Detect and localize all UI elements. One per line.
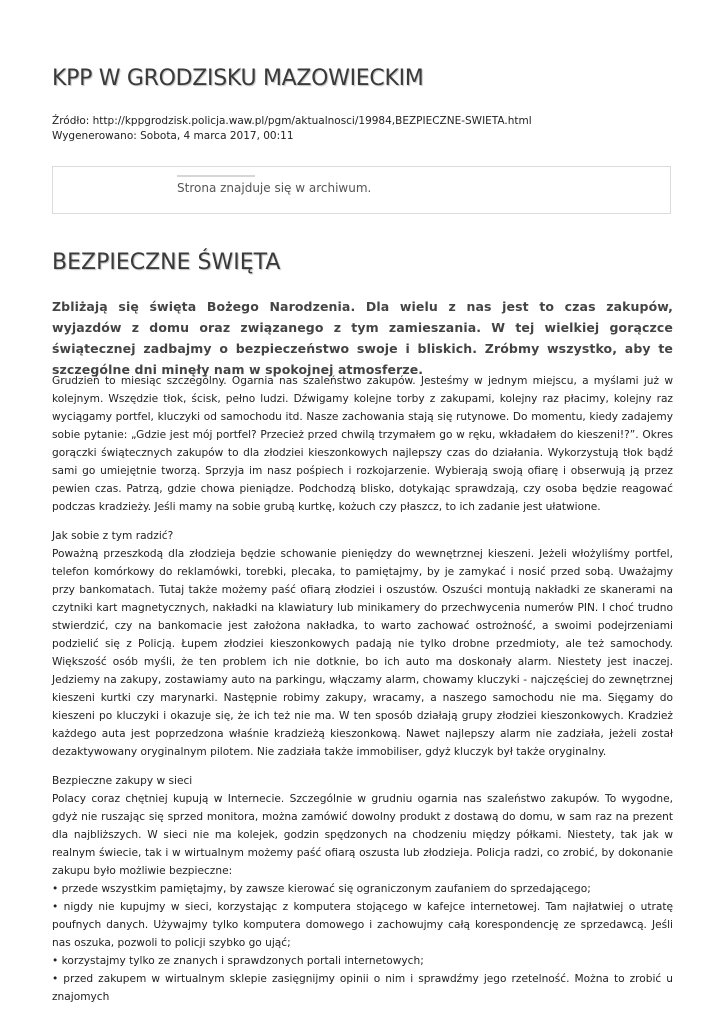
article-title: BEZPIECZNE ŚWIĘTA [52, 250, 281, 275]
bullet-item: • korzystajmy tylko ze znanych i sprawdzonych portali internetowych; [52, 955, 424, 967]
source-line: Źródło: http://kppgrodzisk.policja.waw.pl/pgm/aktualnosci/19984,BEZPIECZNE-SWIETA.html [52, 115, 532, 127]
generated-line: Wygenerowano: Sobota, 4 marca 2017, 00:11 [52, 130, 294, 142]
bullet-item: • nigdy nie kupujmy w sieci, korzystając z komputera stojącego w kafejce internetowej. Tam najłatwiej o utratę poufnych danych. Używajmy tylko komputera domowego i zachowujmy całą korespondencję ze sprzedawcą. Jeśli nas oszuka, pozwoli to policji szybko go ująć; [52, 901, 673, 949]
article-lead: Zbliżają się święta Bożego Narodzenia. Dla wielu z nas jest to czas zakupów, wyjazdów z domu oraz związanego z tym zamieszania. W tej wielkiej gorączce świątecznej zadbajmy o bezpieczeństwo swoje i bliskich. Zróbmy wszystko, aby te szczególne dni minęły nam w spokojnej atmosferze. [52, 299, 673, 377]
archive-notice-box [52, 166, 671, 214]
section-online-shopping [52, 772, 673, 1006]
section-body: Poważną przeszkodą dla złodzieja będzie schowanie pieniędzy do wewnętrznej kieszeni. Jeżeli włożyliśmy portfel, telefon komórkowy do reklamówki, torebki, plecaka, to pamiętajmy, by je zamykać i nosić przed sobą. Uważajmy przy bankomatach. Tutaj także możemy paść ofiarą złodziei i oszustów. Oszuści montują nakładki ze skanerami na czytniki kart magnetycznych, nakładki na klawiatury lub minikamery do przechwycenia numerów PIN. I choć trudno stwierdzić, czy na bankomacie jest założona nakładka, to warto zachować ostrożność, a swoimi podejrzeniami podzielić się z Policją. Łupem złodziei kieszonkowych padają nie tylko drobne przedmioty, ale też samochody. Większość osób myśli, że ten problem ich nie dotknie, bo ich auto ma doskonały alarm. Niestety jest inaczej. Jedziemy na zakupy, zostawiamy auto na parkingu, włączamy alarm, chowamy kluczyki - najczęściej do zewnętrznej kieszeni kurtki czy marynarki. Następnie robimy zakupy, wracamy, a naszego samochodu nie ma. Sięgamy do kieszeni po kluczyki i okazuje się, że ich też nie ma. W ten sposób działają grupy złodziei kieszonkowych. Kradzież każdego auta jest poprzedzona właśnie kradzieżą kieszonkową. Nawet najlepszy alarm nie zadziała, jeżeli został dezaktywowany oryginalnym pilotem. Nie zadziała także immobiliser, gdyż kluczyk był także oryginalny. [52, 548, 673, 758]
document-meta [52, 114, 532, 144]
section-heading: Jak sobie z tym radzić? [52, 530, 174, 542]
section-body: Polacy coraz chętniej kupują w Internecie. Szczególnie w grudniu ogarnia nas szaleństwo zakupów. To wygodne, gdyż nie ruszając się sprzed monitora, można zamówić dowolny produkt z dostawą do domu, w sam raz na prezent dla najbliższych. W sieci nie ma kolejek, godzin spędzonych na chodzeniu między półkami. Niestety, tak jak w realnym świecie, tak i w wirtualnym możemy paść ofiarą oszusta lub złodzieja. Policja radzi, co zrobić, by dokonanie zakupu było możliwie bezpieczne: [52, 793, 673, 877]
section-heading: Bezpieczne zakupy w sieci [52, 775, 193, 787]
article-content [52, 372, 673, 1017]
bullet-item: • przed zakupem w wirtualnym sklepie zasięgnijmy opinii o nim i sprawdźmy jego rzetelność. Można to zrobić u znajomych [52, 973, 673, 1003]
archive-divider [177, 175, 255, 177]
bullet-item: • przede wszystkim pamiętajmy, by zawsze kierować się ograniczonym zaufaniem do sprzedającego; [52, 883, 591, 895]
section-how-to-cope [52, 527, 673, 761]
paragraph-intro: Grudzień to miesiąc szczególny. Ogarnia nas szaleństwo zakupów. Jesteśmy w jednym miejscu, a myślami już w kolejnym. Wszędzie tłok, ścisk, pełno ludzi. Dźwigamy kolejne torby z zakupami, kolejny raz płacimy, kolejny raz wyciągamy portfel, kluczyki od samochodu itd. Nasze zachowania stają się rutynowe. Do momentu, kiedy zadajemy sobie pytanie: „Gdzie jest mój portfel? Przecież przed chwilą trzymałem go w ręku, wkładałem do kieszeni!?”. Okres gorączki świątecznych zakupów to dla złodziei kieszonkowych najlepszy czas do działania. Wykorzystują tłok bądź sami go umiejętnie tworzą. Sprzyja im nasz pośpiech i rozkojarzenie. Wybierają swoją ofiarę i obserwują ją przez pewien czas. Patrzą, gdzie chowa pieniądze. Podchodzą blisko, dotykając sprawdzają, czy osoba będzie reagować podczas kradzieży. Jeśli mamy na sobie grubą kurtkę, kożuch czy płaszcz, to ich zadanie jest ułatwione. [52, 375, 673, 513]
archive-notice: Strona znajduje się w archiwum. [177, 181, 372, 195]
site-title: KPP W GRODZISKU MAZOWIECKIM [52, 66, 424, 91]
